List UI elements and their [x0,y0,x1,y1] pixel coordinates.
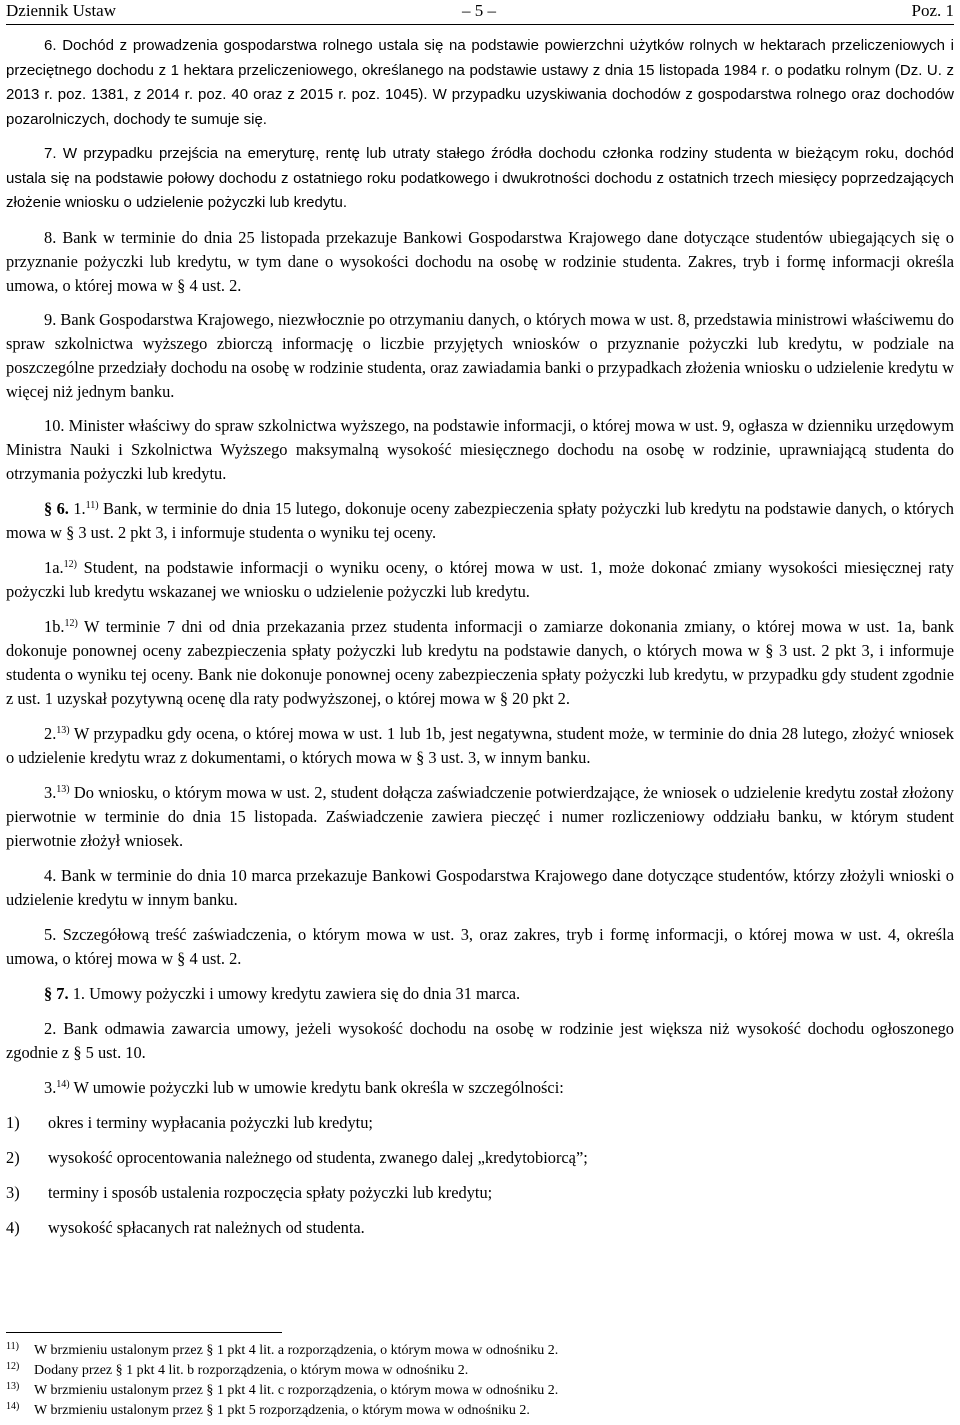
section-6-p1b-text: W terminie 7 dni od dnia przekazania przez studenta informacji o zamiarze dokonania zmiany, o której mowa w ust. 1a, bank dokonuje ponownej oceny zabezpieczenia spłaty pożyczki lub kredytu na podstawie danych, o których mowa w § 3 ust. 2 pkt 3, i informuje studenta o wyniku tej oceny. Bank nie dokonuje ponownej oceny zabezpieczenia spłaty pożyczki lub kredytu, w przypadku gdy student zgodnie z ust. 1 uzyskał pozytywną ocenę dla raty podwyższonej, o której mowa w § 20 pkt 2. [6,616,954,708]
list-item-number: 3) [6,1182,20,1202]
section-7-heading: § 7. [44,983,69,1003]
section-7-p1-text: 1. Umowy pożyczki i umowy kredytu zawiera się do dnia 31 marca. [68,983,521,1003]
paragraph-9: 9. Bank Gospodarstwa Krajowego, niezwłocznie po otrzymaniu danych, o których mowa w ust. 8, przedstawia ministrowi właściwemu do spraw szkolnictwa wyższego zbiorczą informację o liczbie przyjętych wniosków o przyznanie pożyczki lub kredytu, w podziale na poszczególne przedziały dochodu na osobę w rodzinie studenta, oraz zawiadamia banki o przypadkach złożenia wniosku o udzielenie kredytu w więcej niż jednym banku. [6,309,954,401]
section-6-p1a-number: 1a. [44,557,64,577]
list-item-text: okres i terminy wypłacania pożyczki lub kredytu; [48,1112,373,1132]
footnote-number: 14) [6,1401,20,1412]
section-6-paragraph-3 [6,781,954,853]
section-6-p2-number: 2. [44,723,57,743]
footnote-divider [6,1332,282,1333]
section-7-paragraph-3 [6,1076,954,1100]
section-6-p3-text: Do wniosku, o którym mowa w ust. 2, student dołącza zaświadczenie potwierdzające, że wniosek o udzielenie kredytu został złożony pierwotnie w terminie do dnia 15 listopada. Zaświadczenie zawiera pieczęć i numer rozliczeniowy oddziału banku, w którym student pierwotnie złożył wniosek. [6,782,954,850]
section-6-paragraph-1a [6,556,954,604]
footnotes [6,1341,954,1421]
paragraph-7: 7. W przypadku przejścia na emeryturę, rentę lub utraty stałego źródła dochodu członka rodziny studenta w bieżącym roku, dochód ustala się na podstawie połowy dochodu z ostatniego roku podatkowego i dwukrotności dochodu z ostatnich trzech miesięcy poprzedzających złożenie wniosku o udzielenie pożyczki lub kredytu. [6,145,954,211]
header-divider [6,24,954,25]
section-7-p3-number: 3. [44,1077,57,1097]
section-6-paragraph-2 [6,722,954,770]
footnote-text: W brzmieniu ustalonym przez § 1 pkt 4 lit. c rozporządzenia, o którym mowa w odnośniku 2. [34,1383,559,1398]
footnote-number: 13) [6,1381,20,1392]
list-item-text: wysokość spłacanych rat należnych od studenta. [48,1217,365,1237]
footnote-ref-13: 13) [56,724,70,736]
section-6-heading: § 6. [44,498,69,518]
section-6-p1-text: Bank, w terminie do dnia 15 lutego, dokonuje oceny zabezpieczenia spłaty pożyczki lub kredytu na podstawie danych, o których mowa w § 3 ust. 2 pkt 3, i informuje studenta o wyniku tej oceny. [6,498,954,542]
footnote-text: Dodany przez § 1 pkt 4 lit. b rozporządzenia, o którym mowa w odnośniku 2. [34,1363,469,1378]
list-item-number: 1) [6,1112,20,1132]
section-6-p1b-number: 1b. [44,616,65,636]
list-item-text: terminy i sposób ustalenia rozpoczęcia spłaty pożyczki lub kredytu; [48,1182,493,1202]
list-item [6,1111,954,1135]
section-7-paragraph-2: 2. Bank odmawia zawarcia umowy, jeżeli wysokość dochodu na osobę w rodzinie jest większa niż wysokość dochodu ogłoszonego zgodnie z § 5 ust. 10. [6,1018,954,1062]
list-item [6,1216,954,1240]
footnote-ref-12: 12) [63,558,77,570]
footnote-text: W brzmieniu ustalonym przez § 1 pkt 5 rozporządzenia, o którym mowa w odnośniku 2. [34,1403,530,1418]
footnote [6,1361,954,1381]
footnote-text: W brzmieniu ustalonym przez § 1 pkt 4 lit. a rozporządzenia, o którym mowa w odnośniku 2. [34,1343,559,1358]
section-6-p3-number: 3. [44,782,57,802]
section-6-p1-number: 1. [73,498,86,518]
paragraph-8: 8. Bank w terminie do dnia 25 listopada przekazuje Bankowi Gospodarstwa Krajowego dane dotyczące studentów ubiegających się o przyznanie pożyczki lub kredytu, w tym dane o wysokości dochodu na osobę w rodzinie studenta. Zakres, tryb i formę informacji określa umowa, o której mowa w § 4 ust. 2. [6,227,954,295]
page-number: – 5 – [462,1,496,20]
footnote-ref-13: 13) [56,783,70,795]
paragraph-6: 6. Dochód z prowadzenia gospodarstwa rolnego ustala się na podstawie powierzchni użytków rolnych w hektarach przeliczeniowych i przeciętnego dochodu z 1 hektara przeliczeniowego, określanego na podstawie ustawy z dnia 15 listopada 1984 r. o podatku rolnym (Dz. U. z 2013 r. poz. 1381, z 2014 r. poz. 40 oraz z 2015 r. poz. 1045). W przypadku uzyskiwania dochodów z gospodarstwa rolnego oraz dochodów pozarolniczych, dochody te sumuje się. [6,37,954,128]
list-item [6,1146,954,1170]
list-item-number: 2) [6,1147,20,1167]
list-item-number: 4) [6,1217,20,1237]
section-6-paragraph-1 [6,497,954,545]
list-item [6,1181,954,1205]
section-6-p2-text: W przypadku gdy ocena, o której mowa w ust. 1 lub 1b, jest negatywna, student może, w terminie do dnia 28 lutego, złożyć wniosek o udzielenie kredytu wraz z dokumentami, o których mowa w § 3 ust. 3, w innym banku. [6,723,954,767]
footnote [6,1401,954,1421]
section-6-paragraph-5: 5. Szczegółową treść zaświadczenia, o którym mowa w ust. 3, oraz zakres, tryb i formę informacji, o której mowa w ust. 4, określa umowa, o której mowa w § 4 ust. 2. [6,924,954,968]
document-body [6,34,954,1240]
list-item-text: wysokość oprocentowania należnego od studenta, zwanego dalej „kredytobiorcą”; [48,1147,588,1167]
section-6-p1a-text: Student, na podstawie informacji o wyniku oceny, o której mowa w ust. 1, może dokonać zmiany wysokości miesięcznej raty pożyczki lub kredytu wskazanej we wniosku o udzielenie pożyczki lub kredytu. [6,557,954,601]
section-6-paragraph-4: 4. Bank w terminie do dnia 10 marca przekazuje Bankowi Gospodarstwa Krajowego dane dotyczące studentów, którzy złożyli wnioski o udzielenie kredytu w innym banku. [6,865,954,909]
page-header [0,0,960,26]
section-6-paragraph-1b [6,615,954,711]
footnote-number: 11) [6,1341,19,1352]
journal-title: Dziennik Ustaw [6,1,117,20]
section-7-p3-text: W umowie pożyczki lub w umowie kredytu bank określa w szczególności: [69,1077,564,1097]
footnote-ref-14: 14) [56,1078,70,1090]
footnote-ref-11: 11) [85,499,99,511]
paragraph-10: 10. Minister właściwy do spraw szkolnictwa wyższego, na podstawie informacji, o której mowa w ust. 9, ogłasza w dzienniku urzędowym Ministra Nauki i Szkolnictwa Wyższego maksymalną wysokość miesięcznego dochodu na osobę w rodzinie, uprawniającą studenta do otrzymania pożyczki lub kredytu. [6,415,954,483]
position-number: Poz. 1 [911,1,954,20]
footnote [6,1381,954,1401]
footnote-number: 12) [6,1361,20,1372]
footnote-ref-12: 12) [64,617,78,629]
footnote [6,1341,954,1361]
section-7-paragraph-1 [6,982,954,1006]
